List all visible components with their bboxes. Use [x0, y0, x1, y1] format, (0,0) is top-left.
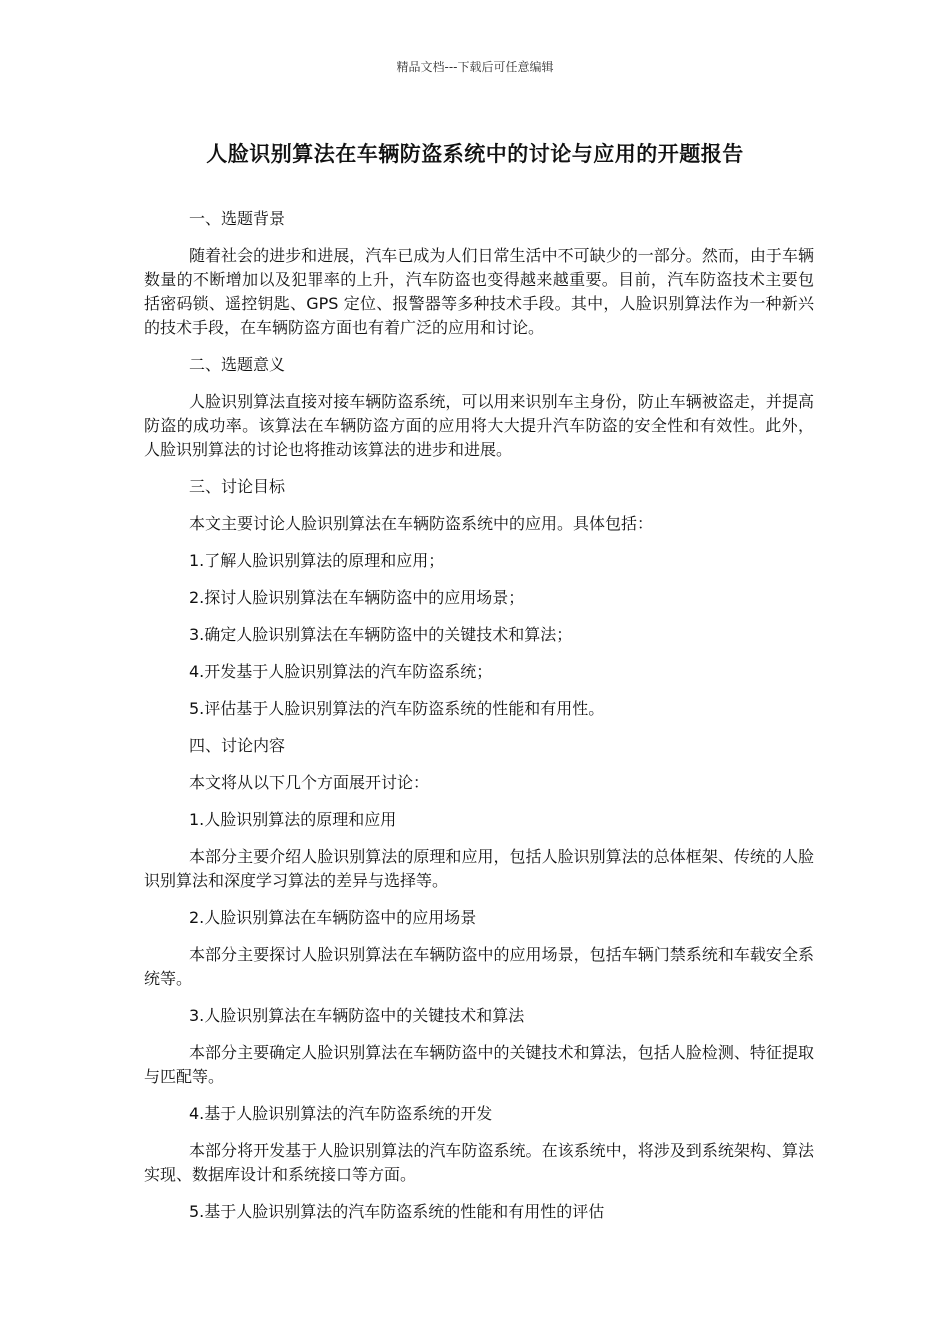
section-line: 一、选题背景: [189, 209, 286, 228]
section-line: 2.探讨人脸识别算法在车辆防盗中的应用场景；: [189, 588, 525, 607]
body-paragraph: 人脸识别算法直接对接车辆防盗系统，可以用来识别车主身份，防止车辆被盗走，并提高防盗的成功率。该算法在车辆防盗方面的应用将大大提升汽车防盗的安全性和有效性。此外，人脸识别算法的讨论也将推动该算法的进步和进展。: [144, 392, 814, 459]
body-paragraph: 随着社会的进步和进展，汽车已成为人们日常生活中不可缺少的一部分。然而，由于车辆数量的不断增加以及犯罪率的上升，汽车防盗也变得越来越重要。目前，汽车防盗技术主要包括密码锁、遥控钥匙、GPS 定位、报警器等多种技术手段。其中，人脸识别算法作为一种新兴的技术手段，在车辆防盗方面也有着广泛的应用和讨论。: [144, 246, 814, 337]
section-line: 三、讨论目标: [189, 477, 286, 496]
section-line: 本文将从以下几个方面展开讨论：: [189, 773, 430, 792]
body-paragraph: 本部分主要探讨人脸识别算法在车辆防盗中的应用场景，包括车辆门禁系统和车载安全系统等。: [144, 945, 814, 988]
body-paragraph: 本部分主要确定人脸识别算法在车辆防盗中的关键技术和算法，包括人脸检测、特征提取与匹配等。: [144, 1043, 814, 1086]
section-line: 3.确定人脸识别算法在车辆防盗中的关键技术和算法；: [189, 625, 573, 644]
section-line: 四、讨论内容: [189, 736, 286, 755]
section-line: 1.人脸识别算法的原理和应用: [189, 810, 397, 829]
section-line: 5.评估基于人脸识别算法的汽车防盗系统的性能和有用性。: [189, 699, 605, 718]
section-line: 本文主要讨论人脸识别算法在车辆防盗系统中的应用。具体包括：: [189, 514, 654, 533]
section-line: 3.人脸识别算法在车辆防盗中的关键技术和算法: [189, 1006, 525, 1025]
body-paragraph: 本部分主要介绍人脸识别算法的原理和应用，包括人脸识别算法的总体框架、传统的人脸识别算法和深度学习算法的差异与选择等。: [144, 847, 814, 890]
document-title: 人脸识别算法在车辆防盗系统中的讨论与应用的开题报告: [206, 142, 744, 166]
document-body: [144, 207, 814, 1237]
section-line: 1.了解人脸识别算法的原理和应用；: [189, 551, 445, 570]
section-line: 2.人脸识别算法在车辆防盗中的应用场景: [189, 908, 477, 927]
section-line: 4.基于人脸识别算法的汽车防盗系统的开发: [189, 1104, 493, 1123]
section-line: 5.基于人脸识别算法的汽车防盗系统的性能和有用性的评估: [189, 1202, 605, 1221]
section-line: 4.开发基于人脸识别算法的汽车防盗系统；: [189, 662, 493, 681]
page-header: 精品文档---下载后可任意编辑: [396, 60, 554, 74]
body-paragraph: 本部分将开发基于人脸识别算法的汽车防盗系统。在该系统中，将涉及到系统架构、算法实现、数据库设计和系统接口等方面。: [144, 1141, 814, 1184]
section-line: 二、选题意义: [189, 355, 286, 374]
